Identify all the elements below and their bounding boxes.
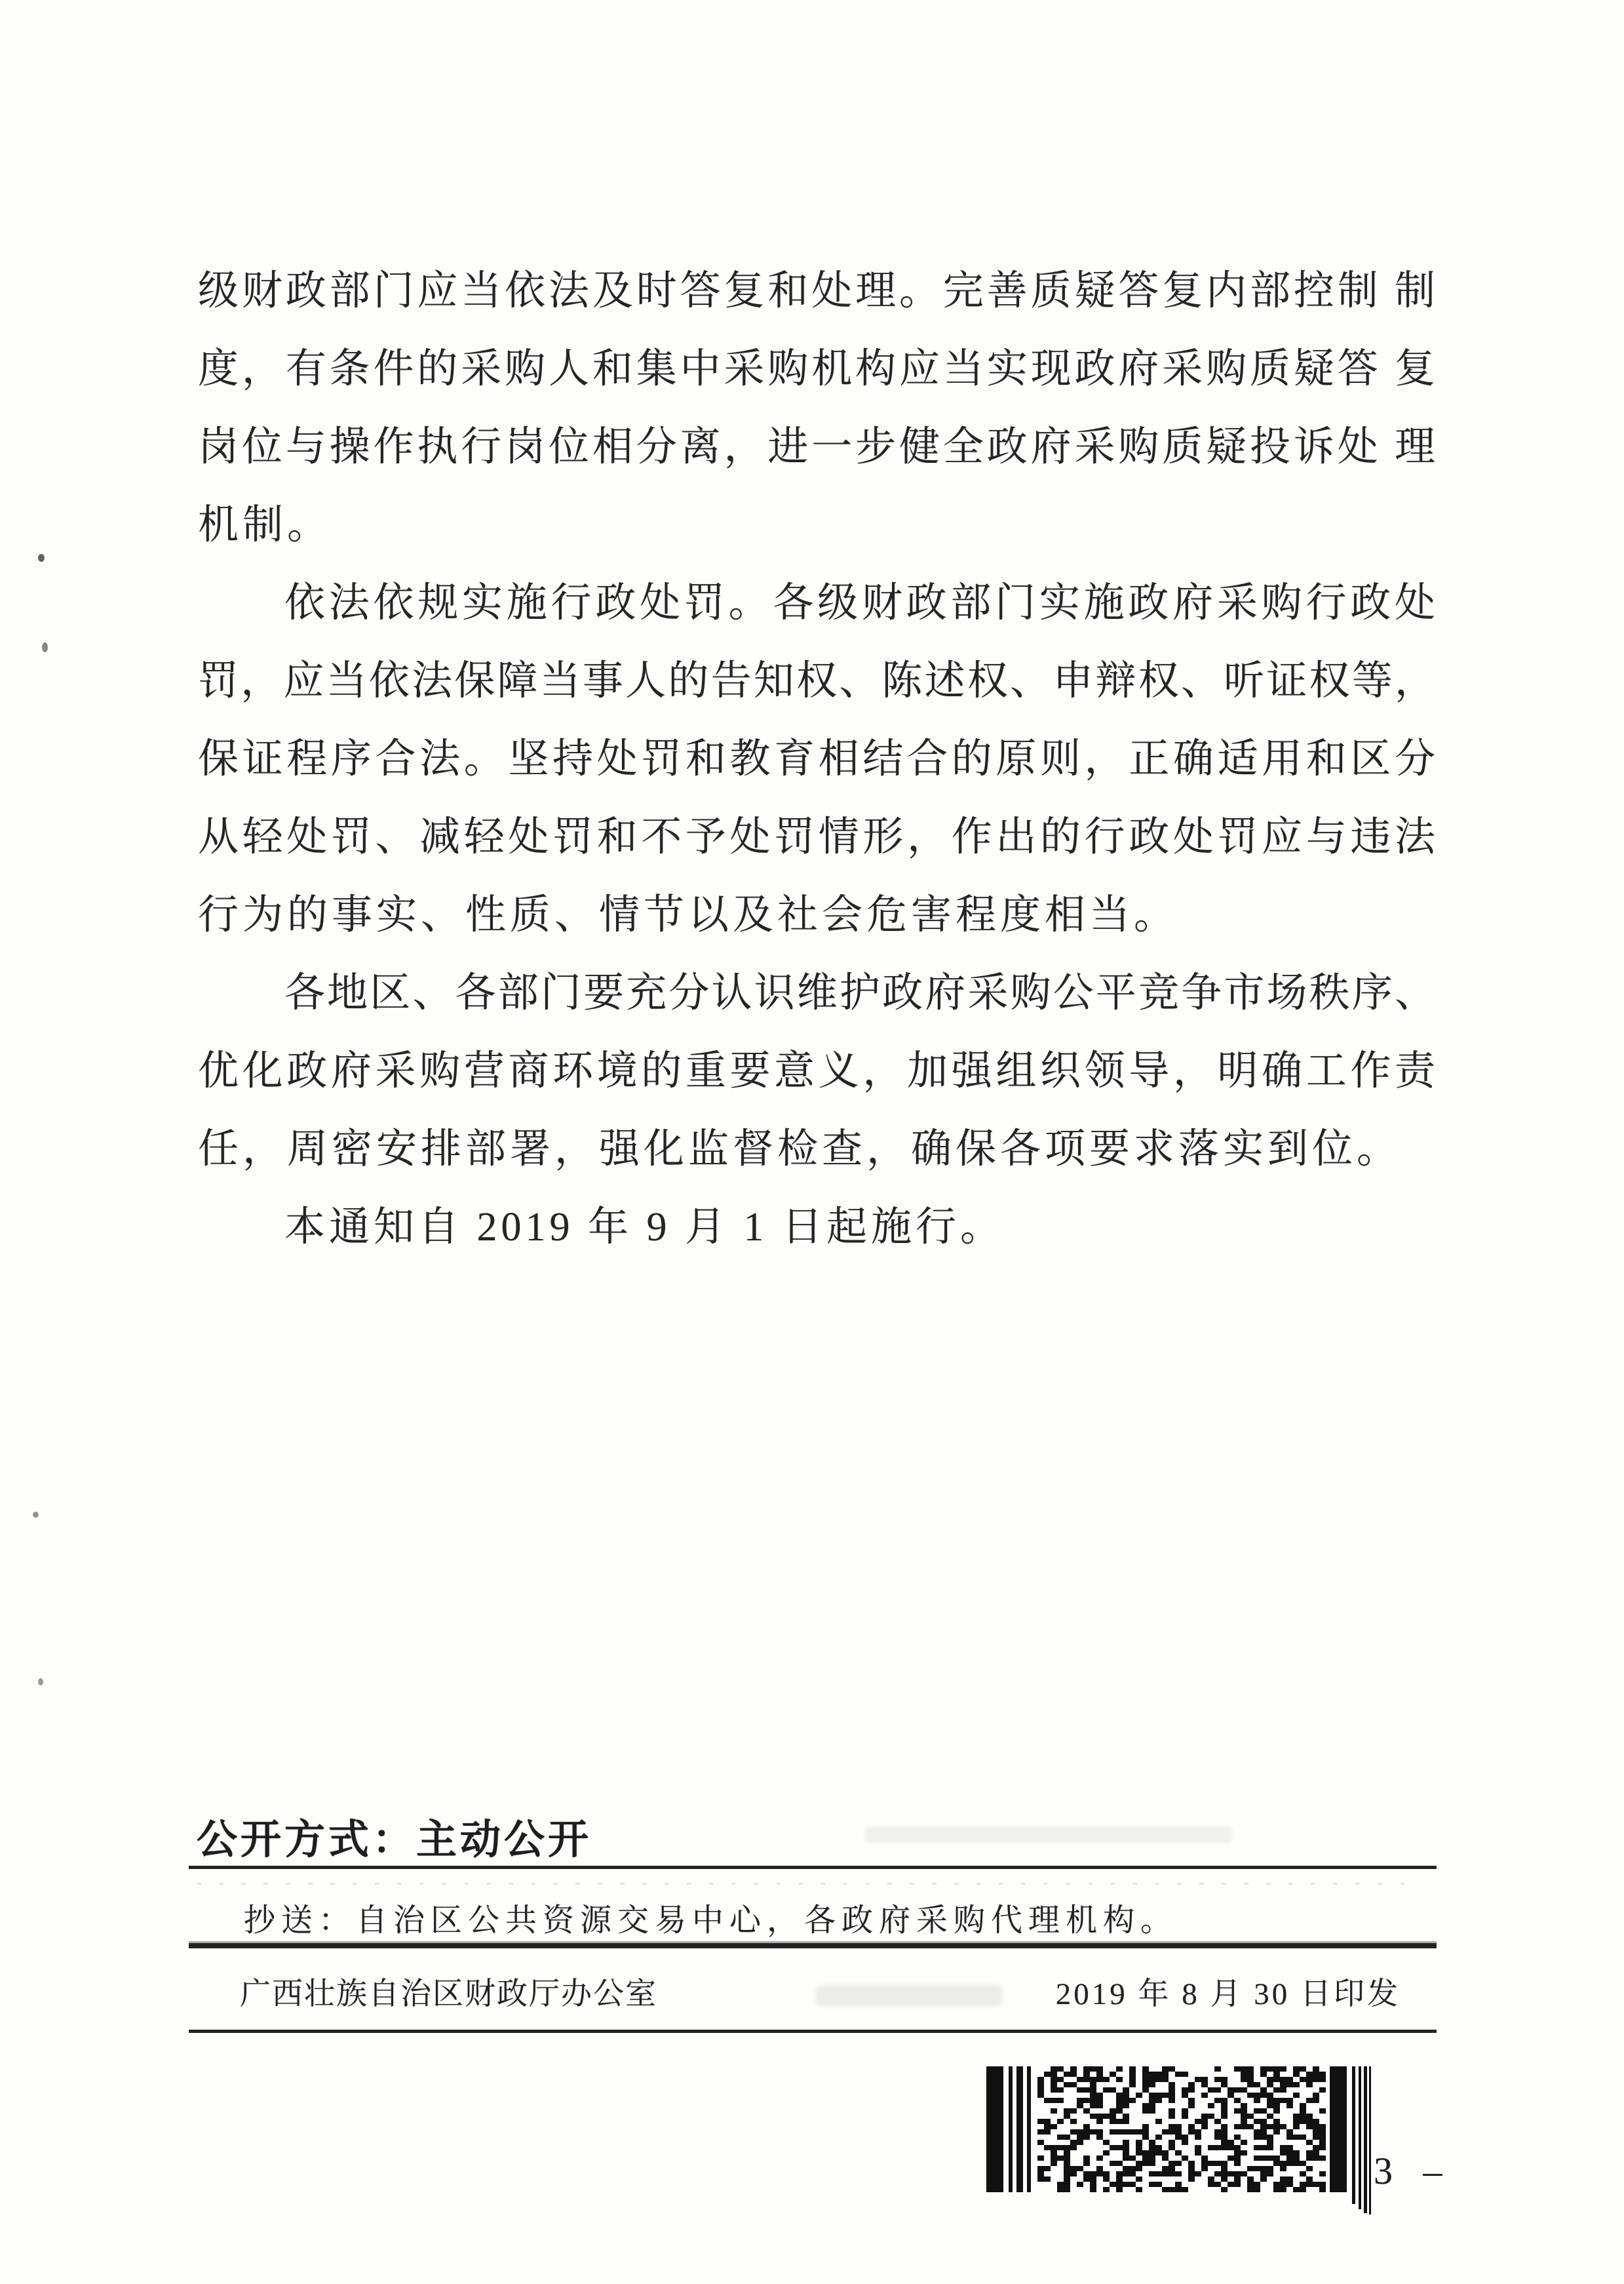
- footer-divider-middle: [189, 1943, 1437, 1948]
- scan-speck: [38, 554, 45, 562]
- body-line: 本通知自 2019 年 9 月 1 日起施行。: [284, 1205, 1005, 1250]
- scan-speck: [38, 1678, 43, 1685]
- issuer-row: [189, 1969, 1437, 2013]
- body-line: 优化政府采购营商环境的重要意义，加强组织领导，明确工作责: [198, 1049, 1435, 1093]
- body-line: 任，周密安排部署，强化监督检查，确保各项要求落实到位。: [198, 1127, 1402, 1172]
- scan-noise-streak: [197, 1883, 1416, 1885]
- issuing-office: 广西壮族自治区财政厅办公室: [240, 1977, 657, 2011]
- footer-divider-bottom: [189, 2030, 1437, 2033]
- pdf417-barcode: [986, 2066, 1380, 2216]
- body-line: 级财政部门应当依法及时答复和处理。完善质疑答复内部控制 制: [198, 269, 1435, 313]
- cc-line: 抄送：自治区公共资源交易中心，各政府采购代理机构。: [244, 1903, 1178, 1938]
- body-line: 罚，应当依法保障当事人的告知权、陈述权、申辩权、听证权等，: [198, 659, 1435, 703]
- body-line: 岗位与操作执行岗位相分离，进一步健全政府采购质疑投诉处 理: [198, 425, 1435, 469]
- body-line: 度，有条件的采购人和集中采购机构应当实现政府采购质疑答 复: [198, 347, 1435, 391]
- body-line: 行为的事实、性质、情节以及社会危害程度相当。: [198, 893, 1179, 937]
- scan-smudge: [865, 1826, 1232, 1843]
- disclosure-method-label: 公开方式：主动公开: [197, 1817, 592, 1862]
- body-text: [198, 252, 1435, 1267]
- body-line: 保证程序合法。坚持处罚和教育相结合的原则，正确适用和区分: [198, 737, 1435, 781]
- page-number: 3 –: [1374, 2150, 1453, 2192]
- scan-speck: [33, 1512, 39, 1518]
- scan-smudge: [816, 1985, 1003, 2006]
- footer-divider-top: [189, 1866, 1437, 1869]
- body-line: 从轻处罚、减轻处罚和不予处罚情形，作出的行政处罚应与违法: [198, 815, 1435, 859]
- print-date: 2019 年 8 月 30 日印发: [1055, 1977, 1401, 2011]
- scan-speck: [42, 642, 48, 652]
- body-line: 各地区、各部门要充分认识维护政府采购公平竞争市场秩序、: [284, 971, 1435, 1015]
- body-line: 机制。: [198, 503, 332, 547]
- body-line: 依法依规实施行政处罚。各级财政部门实施政府采购行政处: [284, 581, 1435, 625]
